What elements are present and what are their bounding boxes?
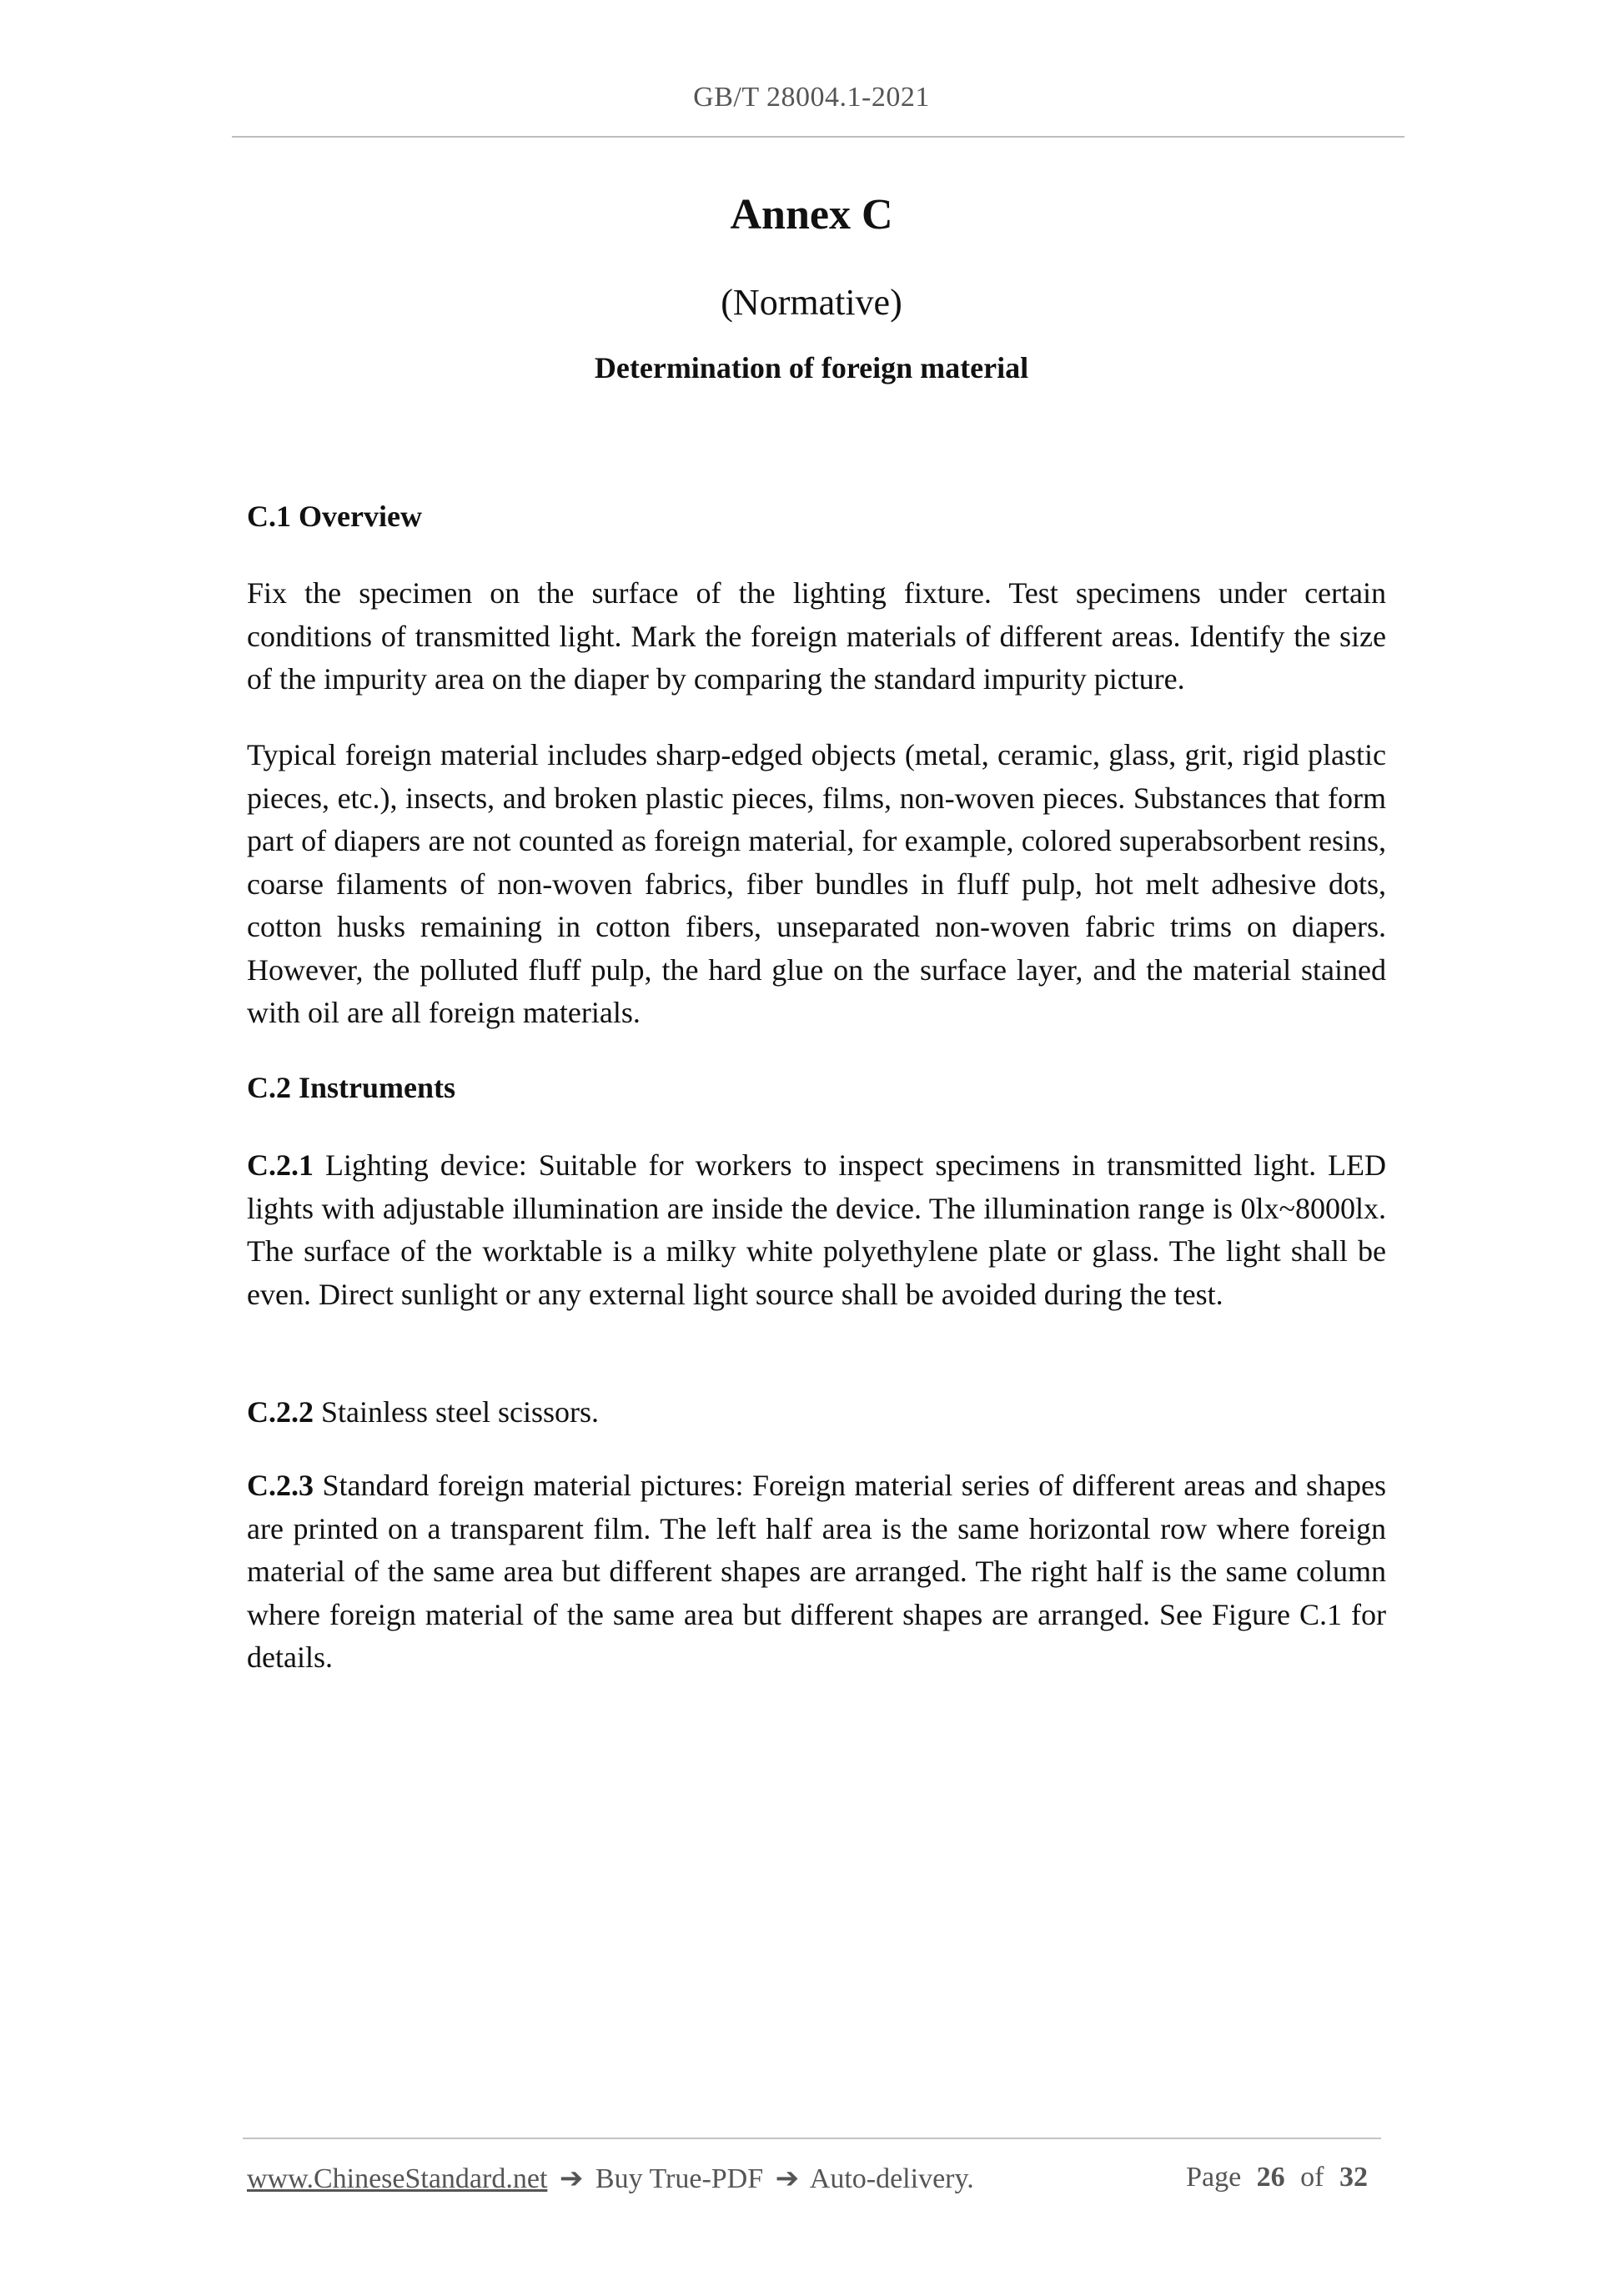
clause-text-c21: Lighting device: Suitable for workers to inspect specimens in transmitted light. LED lights with adjustable illumination are inside the device. The illumination range is 0lx~8000lx. The surface of the worktable is a milky white polyethylene plate or glass. The light shall be even. Direct sunlight or any external light source shall be avoided during the test. xyxy=(247,1148,1386,1311)
section-heading-c2: C.2 Instruments xyxy=(247,1071,456,1104)
clause-text-c22: Stainless steel scissors. xyxy=(321,1395,599,1429)
page-current: 26 xyxy=(1256,2162,1285,2193)
clause-number-c21: C.2.1 xyxy=(247,1148,314,1182)
of-label: of xyxy=(1300,2162,1324,2193)
paragraph-c21 xyxy=(247,1144,1386,1316)
buy-pdf-text: Buy True-PDF xyxy=(595,2163,764,2194)
clause-number-c23: C.2.3 xyxy=(247,1469,314,1502)
document-code: GB/T 28004.1-2021 xyxy=(693,82,930,113)
right-arrow-icon: ➔ xyxy=(559,2163,584,2194)
page-label: Page xyxy=(1186,2162,1242,2193)
header-divider xyxy=(232,136,1404,138)
page-total: 32 xyxy=(1339,2162,1368,2193)
section-heading-c1: C.1 Overview xyxy=(247,500,422,533)
footer-divider xyxy=(243,2138,1381,2139)
annex-title: Annex C xyxy=(730,191,893,239)
clause-number-c22: C.2.2 xyxy=(247,1395,314,1429)
annex-type: (Normative) xyxy=(721,282,902,323)
site-link[interactable]: www.ChineseStandard.net xyxy=(247,2163,548,2194)
auto-delivery-text: Auto-delivery. xyxy=(809,2163,974,2194)
paragraph-c1-foreign-material: Typical foreign material includes sharp-edged objects (metal, ceramic, glass, grit, rigid plastic pieces, etc.), insects, and broken plastic pieces, films, non-woven pieces. Substances that form part of diapers are not counted as foreign material, for example, colored superabsorbent resins, coarse filaments of non-woven fabrics, fiber bundles in fluff pulp, hot melt adhesive dots, cotton husks remaining in cotton fibers, unseparated non-woven fabric trims on diapers. However, the polluted fluff pulp, the hard glue on the surface layer, and the material stained with oil are all foreign materials. xyxy=(247,738,1386,1029)
clause-text-c23: Standard foreign material pictures: Foreign material series of different areas and shapes are printed on a transparent film. The left half area is the same horizontal row where foreign material of the same area but different shapes are arranged. The right half is the same column where foreign material of the same area but different shapes are arranged. See Figure C.1 for details. xyxy=(247,1469,1387,1674)
paragraph-c23 xyxy=(247,1465,1386,1680)
footer-links xyxy=(247,2162,974,2195)
annex-heading: Determination of foreign material xyxy=(594,351,1029,384)
paragraph-c1-overview: Fix the specimen on the surface of the lighting fixture. Test specimens under certain conditions of transmitted light. Mark the foreign materials of different areas. Identify the size of the impurity area on the diaper by comparing the standard impurity picture. xyxy=(247,576,1386,696)
page-indicator xyxy=(1186,2162,1376,2193)
paragraph-c22 xyxy=(247,1391,1386,1434)
right-arrow-icon: ➔ xyxy=(775,2163,800,2194)
